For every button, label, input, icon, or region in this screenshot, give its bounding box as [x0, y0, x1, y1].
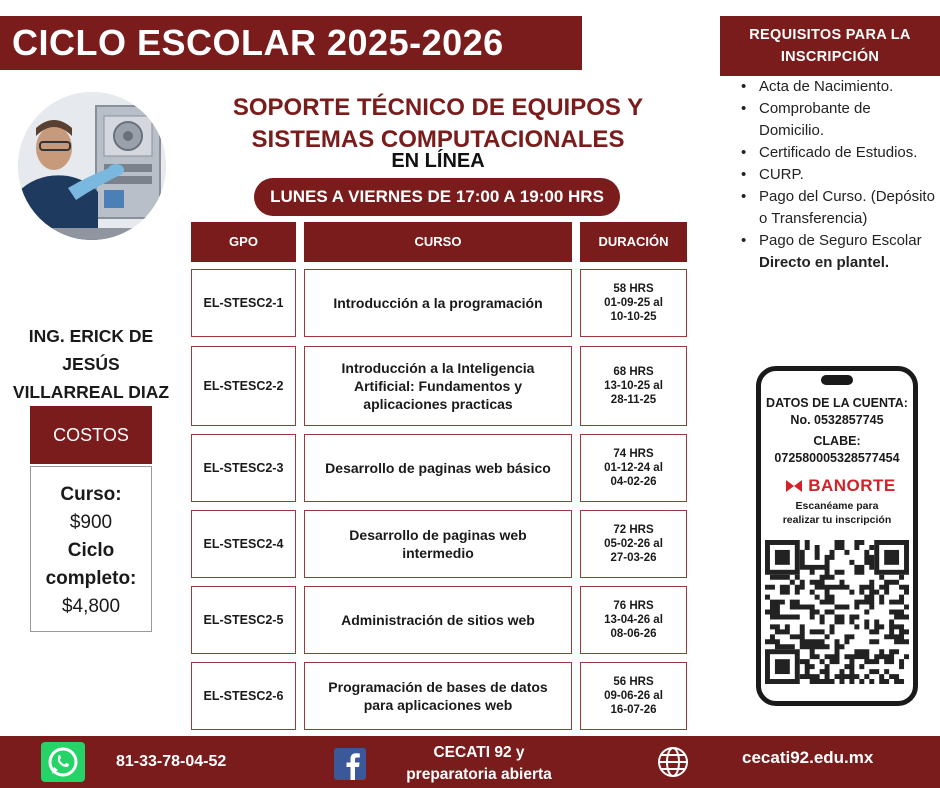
facebook-line: CECATI 92 y [433, 744, 525, 761]
duration-start: 09-06-26 al [604, 690, 663, 702]
requirements-list [741, 76, 937, 274]
qr-finder-pattern [877, 542, 907, 572]
whatsapp-icon[interactable] [40, 742, 86, 782]
header-curso: CURSO [304, 222, 572, 262]
main-title: CICLO ESCOLAR 2025-2026 [0, 16, 582, 70]
qr-finder-pattern [767, 652, 797, 682]
course-cost-label: Curso: [60, 484, 122, 505]
duration-end: 27-03-26 [610, 552, 657, 564]
duration-cell [580, 269, 687, 337]
gpo-cell: EL-STESC2-4 [191, 510, 296, 578]
payment-phone [756, 366, 918, 706]
footer-website[interactable]: cecati92.edu.mx [742, 748, 874, 767]
duration-end: 28-11-25 [610, 394, 657, 406]
footer-bar [0, 736, 940, 788]
gpo-cell: EL-STESC2-1 [191, 269, 296, 337]
course-title-line: SISTEMAS COMPUTACIONALES [251, 126, 625, 153]
cycle-cost-label: Ciclo [67, 540, 115, 561]
bank-name: BANORTE [808, 476, 896, 495]
gpo-cell: EL-STESC2-6 [191, 662, 296, 730]
duration-start: 01-09-25 al [604, 297, 663, 309]
clabe-label: CLABE: [813, 434, 861, 448]
gpo-cell: EL-STESC2-2 [191, 346, 296, 426]
banorte-mark-icon [784, 478, 804, 494]
duration-cell [580, 434, 687, 502]
course-cell: Introducción a la programación [304, 269, 572, 337]
duration-end: 08-06-26 [610, 628, 657, 640]
course-cell: Desarrollo de paginas web intermedio [304, 510, 572, 578]
duration-hours: 58 HRS [613, 283, 654, 295]
gpo-cell: EL-STESC2-3 [191, 434, 296, 502]
facebook-line: preparatoria abierta [406, 766, 552, 783]
duration-end: 16-07-26 [610, 704, 657, 716]
qr-finder-pattern [767, 542, 797, 572]
duration-hours: 74 HRS [613, 448, 654, 460]
duration-end: 10-10-25 [610, 311, 657, 323]
requirement-item: • Pago del Curso. (Depósito o Transferencia) [741, 186, 937, 230]
requirement-item: • CURP. [741, 164, 937, 186]
requirement-item: • Acta de Nacimiento. [741, 76, 937, 98]
duration-start: 01-12-24 al [604, 462, 663, 474]
footer-facebook[interactable] [384, 742, 574, 786]
cycle-cost-label: completo: [45, 568, 137, 589]
course-title [228, 92, 648, 156]
duration-cell [580, 510, 687, 578]
footer-phone[interactable]: 81-33-78-04-52 [116, 753, 227, 770]
phone-notch [821, 375, 853, 385]
globe-icon[interactable] [657, 746, 689, 778]
duration-cell [580, 662, 687, 730]
duration-cell [580, 586, 687, 654]
instructor-line: VILLARREAL DIAZ [12, 382, 170, 402]
course-cost-value: $900 [69, 512, 113, 533]
scan-instructions [761, 499, 913, 527]
instructor-name [8, 322, 174, 406]
modality-label: EN LÍNEA [391, 150, 485, 172]
scan-line: Escanéame para [795, 500, 879, 512]
requirement-item [741, 230, 937, 274]
account-info [761, 395, 913, 429]
header-gpo: GPO [191, 222, 296, 262]
duration-start: 05-02-26 al [604, 538, 663, 550]
requirement-item: • Certificado de Estudios. [741, 142, 937, 164]
banorte-logo [775, 475, 905, 497]
account-number: No. 0532857745 [790, 413, 884, 427]
gpo-cell: EL-STESC2-5 [191, 586, 296, 654]
duration-start: 13-10-25 al [604, 380, 663, 392]
requirement-text: Pago de Seguro Escolar [759, 232, 922, 249]
course-cell: Administración de sitios web [304, 586, 572, 654]
header-duracion: DURACIÓN [580, 222, 687, 262]
course-cell: Desarrollo de paginas web básico [304, 434, 572, 502]
costs-title: COSTOS [30, 406, 152, 464]
requirement-item: • Comprobante de Domicilio. [741, 98, 937, 142]
duration-hours: 72 HRS [613, 524, 654, 536]
requirement-emphasis: Directo en plantel. [759, 254, 890, 271]
costs-box [30, 466, 152, 632]
clabe-info [761, 433, 913, 467]
course-title-line: SOPORTE TÉCNICO DE EQUIPOS Y [232, 94, 644, 121]
facebook-icon[interactable] [334, 748, 366, 780]
course-cell: Introducción a la Inteligencia Artificial: Fundamentos y aplicaciones practicas [304, 346, 572, 426]
duration-hours: 68 HRS [613, 366, 654, 378]
technician-photo [18, 92, 166, 240]
cycle-cost-value: $4,800 [61, 596, 121, 617]
duration-hours: 76 HRS [613, 600, 654, 612]
duration-start: 13-04-26 al [604, 614, 663, 626]
instructor-line: ING. ERICK DE JESÚS [28, 326, 154, 374]
qr-code[interactable] [765, 537, 909, 687]
clabe-number: 072580005328577454 [774, 451, 900, 465]
scan-line: realizar tu inscripción [782, 514, 892, 526]
requirements-title: REQUISITOS PARA LA INSCRIPCIÓN [720, 16, 940, 76]
duration-cell [580, 346, 687, 426]
duration-end: 04-02-26 [610, 476, 657, 488]
schedule-pill: LUNES A VIERNES DE 17:00 A 19:00 HRS [254, 178, 620, 216]
course-cell: Programación de bases de datos para aplicaciones web [304, 662, 572, 730]
account-label: DATOS DE LA CUENTA: [766, 396, 908, 410]
duration-hours: 56 HRS [613, 676, 654, 688]
